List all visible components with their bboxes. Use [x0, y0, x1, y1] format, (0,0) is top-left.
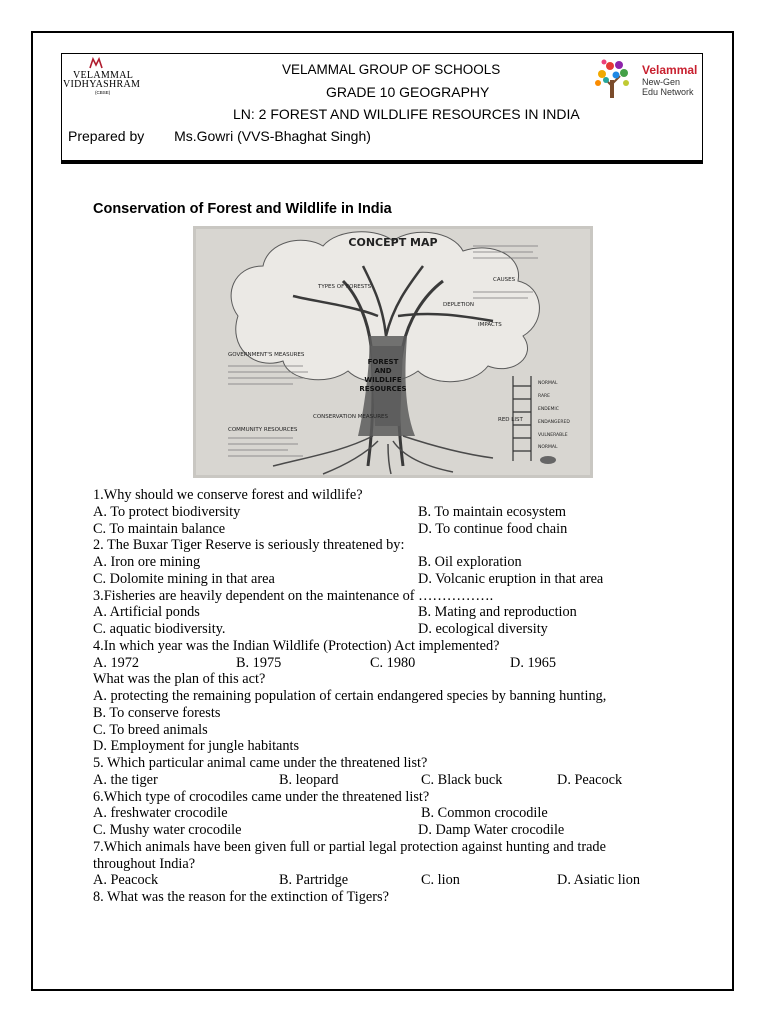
logo-right-line3: Edu Network	[642, 87, 694, 97]
svg-text:WILDLIFE: WILDLIFE	[364, 376, 402, 384]
svg-text:CAUSES: CAUSES	[493, 277, 516, 283]
question-line: 3.Fisheries are heavily dependent on the maintenance of …………….	[93, 587, 494, 604]
answer-option: D. ecological diversity	[418, 621, 548, 637]
svg-text:COMMUNITY RESOURCES: COMMUNITY RESOURCES	[228, 427, 298, 433]
section-title: Conservation of Forest and Wildlife in India	[93, 201, 392, 217]
logo-left-line1: VELAMMAL	[73, 70, 134, 81]
answer-option: A. To protect biodiversity	[93, 503, 241, 520]
question-line: 1.Why should we conserve forest and wildlife?	[93, 487, 363, 503]
svg-text:ENDEMIC: ENDEMIC	[538, 407, 559, 412]
svg-text:ENDANGERED: ENDANGERED	[538, 420, 570, 425]
grade-subject: GRADE 10 GEOGRAPHY	[326, 84, 490, 100]
concept-map-image	[193, 226, 593, 478]
svg-text:CONCEPT MAP: CONCEPT MAP	[348, 236, 438, 249]
answer-option: C. aquatic biodiversity.	[93, 621, 226, 637]
svg-text:TYPES OF FORESTS: TYPES OF FORESTS	[318, 284, 372, 290]
question-line: throughout India?	[93, 855, 196, 872]
answer-option: D. Peacock	[557, 771, 623, 788]
question-line: A. protecting the remaining population of certain endangered species by banning hunting,	[93, 688, 607, 704]
answer-option: D. 1965	[510, 654, 557, 671]
answer-option: B. Common crocodile	[421, 805, 548, 822]
svg-text:AND: AND	[374, 367, 392, 375]
answer-option: A. freshwater crocodile	[93, 805, 228, 822]
answer-option: A. 1972	[93, 654, 140, 671]
answer-option: A. Iron ore mining	[93, 554, 201, 570]
lesson-title: LN: 2 FOREST AND WILDLIFE RESOURCES IN INDIA	[233, 106, 580, 122]
logo-left-line3: (CBSE)	[95, 90, 111, 95]
svg-text:DEPLETION: DEPLETION	[443, 302, 474, 308]
logo-right-line1: Velammal	[642, 63, 698, 77]
answer-option: B. 1975	[236, 654, 282, 671]
question-line: D. Employment for jungle habitants	[93, 738, 300, 755]
crest-icon	[89, 57, 103, 69]
answer-option: C. Black buck	[421, 771, 503, 788]
svg-text:IMPACTS: IMPACTS	[478, 322, 502, 328]
answer-option: D. To continue food chain	[418, 520, 568, 537]
answer-option: A. Peacock	[93, 872, 159, 889]
question-line: 4.In which year was the Indian Wildlife (Protection) Act implemented?	[93, 637, 500, 654]
prepared-by	[68, 128, 371, 144]
answer-option: B. Partridge	[279, 872, 349, 889]
velammal-edu-network-logo	[592, 56, 704, 100]
answer-option: C. 1980	[370, 654, 416, 671]
answer-option: B. Mating and reproduction	[418, 604, 577, 621]
question-line: 5. Which particular animal came under the threatened list?	[93, 755, 428, 771]
velammal-vidhyashram-logo	[63, 62, 143, 98]
question-line: C. To breed animals	[93, 721, 208, 738]
answer-option: C. Mushy water crocodile	[93, 822, 242, 838]
prepared-by-name: Ms.Gowri (VVS-Bhaghat Singh)	[174, 128, 371, 144]
question-line: B. To conserve forests	[93, 704, 221, 721]
svg-text:NORMAL: NORMAL	[538, 381, 558, 386]
question-line: 7.Which animals have been given full or partial legal protection against hunting and trade	[93, 838, 606, 855]
answer-option: B. To maintain ecosystem	[418, 503, 567, 520]
answer-option: D. Damp Water crocodile	[418, 822, 565, 838]
answer-option: C. To maintain balance	[93, 520, 226, 537]
question-line: What was the plan of this act?	[93, 671, 266, 688]
tree-logo-icon	[592, 56, 632, 100]
svg-text:RESOURCES: RESOURCES	[359, 385, 407, 393]
question-line: 6.Which type of crocodiles came under the threatened list?	[93, 788, 430, 805]
svg-text:RARE: RARE	[538, 394, 550, 399]
logo-right-line2: New-Gen	[642, 77, 681, 87]
answer-option: B. Oil exploration	[418, 554, 522, 570]
answer-option: B. leopard	[279, 771, 339, 788]
svg-text:CONSERVATION MEASURES: CONSERVATION MEASURES	[313, 414, 388, 420]
answer-option: A. the tiger	[93, 771, 158, 788]
svg-text:GOVERNMENT'S MEASURES: GOVERNMENT'S MEASURES	[228, 352, 305, 358]
question-line: 2. The Buxar Tiger Reserve is seriously threatened by:	[93, 537, 405, 554]
svg-text:NORMAL: NORMAL	[538, 445, 558, 450]
logo-left-line2: VIDHYASHRAM	[63, 79, 141, 90]
header-separator	[61, 160, 703, 163]
question-line: 8. What was the reason for the extinction of Tigers?	[93, 889, 389, 905]
answer-option: D. Asiatic lion	[557, 872, 640, 889]
svg-text:RED LIST: RED LIST	[498, 417, 523, 423]
answer-option: C. lion	[421, 872, 460, 889]
school-name: VELAMMAL GROUP OF SCHOOLS	[282, 62, 501, 77]
answer-option: D. Volcanic eruption in that area	[418, 570, 604, 587]
answer-option: C. Dolomite mining in that area	[93, 570, 275, 587]
answer-option: A. Artificial ponds	[93, 604, 200, 621]
prepared-by-label: Prepared by	[68, 128, 145, 144]
svg-text:FOREST: FOREST	[367, 358, 399, 366]
svg-text:VULNERABLE: VULNERABLE	[538, 433, 568, 438]
